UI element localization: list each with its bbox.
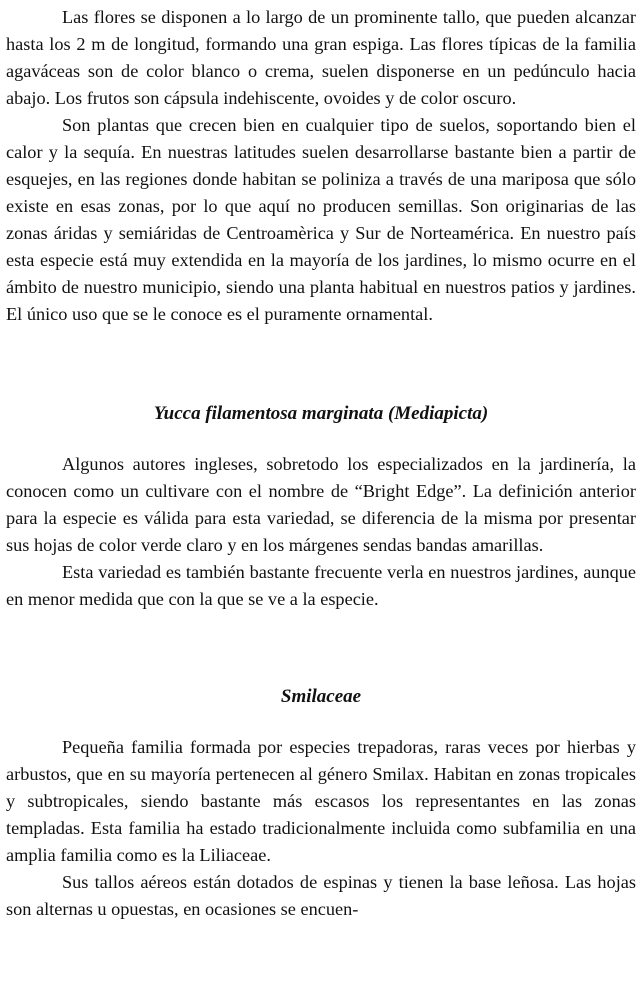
yucca-paragraph-description: Algunos autores ingleses, sobretodo los especializados en la jardinería, la conocen como un cultivare con el nombre de “Bright Edge”. La definición anterior para la especie es válida para esta variedad, se diferencia de la misma por presentar sus hojas de color verde claro y en los márgenes sendas bandas amarillas. bbox=[6, 454, 636, 555]
smilaceae-paragraph-family: Pequeña familia formada por especies trepadoras, raras veces por hierbas y arbustos, que en su mayoría pertenecen al género Smilax. Habitan en zonas tropicales y subtropicales, siendo bastante más escasos los representantes en las zonas templadas. Esta familia ha estado tradicionalmente incluida como subfamilia en una amplia familia como es la Liliaceae. bbox=[6, 737, 636, 865]
section-title-yucca: Yucca filamentosa marginata (Mediapicta) bbox=[153, 403, 489, 424]
intro-paragraph-habitat: Son plantas que crecen bien en cualquier tipo de suelos, soportando bien el calor y la sequía. En nuestras latitudes suelen desarrollarse bastante bien a partir de esquejes, en las regiones donde habitan se poliniza a través de una mariposa que sólo existe en esas zonas, por lo que aquí no producen semillas. Son originarias de las zonas áridas y semiáridas de Centroamèrica y Sur de Norteamérica. En nuestro país esta especie está muy extendida en la mayoría de los jardines, lo mismo ocurre en el ámbito de nuestro municipio, siendo una planta habitual en nuestros patios y jardines. El único uso que se le conoce es el puramente ornamental. bbox=[6, 115, 636, 324]
smilaceae-paragraph-stems: Sus tallos aéreos están dotados de espinas y tienen la base leñosa. Las hojas son alternas u opuestas, en ocasiones se encuen- bbox=[6, 872, 636, 919]
yucca-paragraph-frequency: Esta variedad es también bastante frecuente verla en nuestros jardines, aunque en menor medida que con la que se ve a la especie. bbox=[6, 562, 636, 609]
section-title-smilaceae: Smilaceae bbox=[280, 686, 362, 707]
document-page bbox=[6, 4, 636, 923]
intro-paragraph-flowers: Las flores se disponen a lo largo de un prominente tallo, que pueden alcanzar hasta los 2 m de longitud, formando una gran espiga. Las flores típicas de la familia agaváceas son de color blanco o crema, suelen disponerse en un pedúnculo hacia abajo. Los frutos son cápsula indehiscente, ovoides y de color oscuro. bbox=[6, 7, 636, 108]
